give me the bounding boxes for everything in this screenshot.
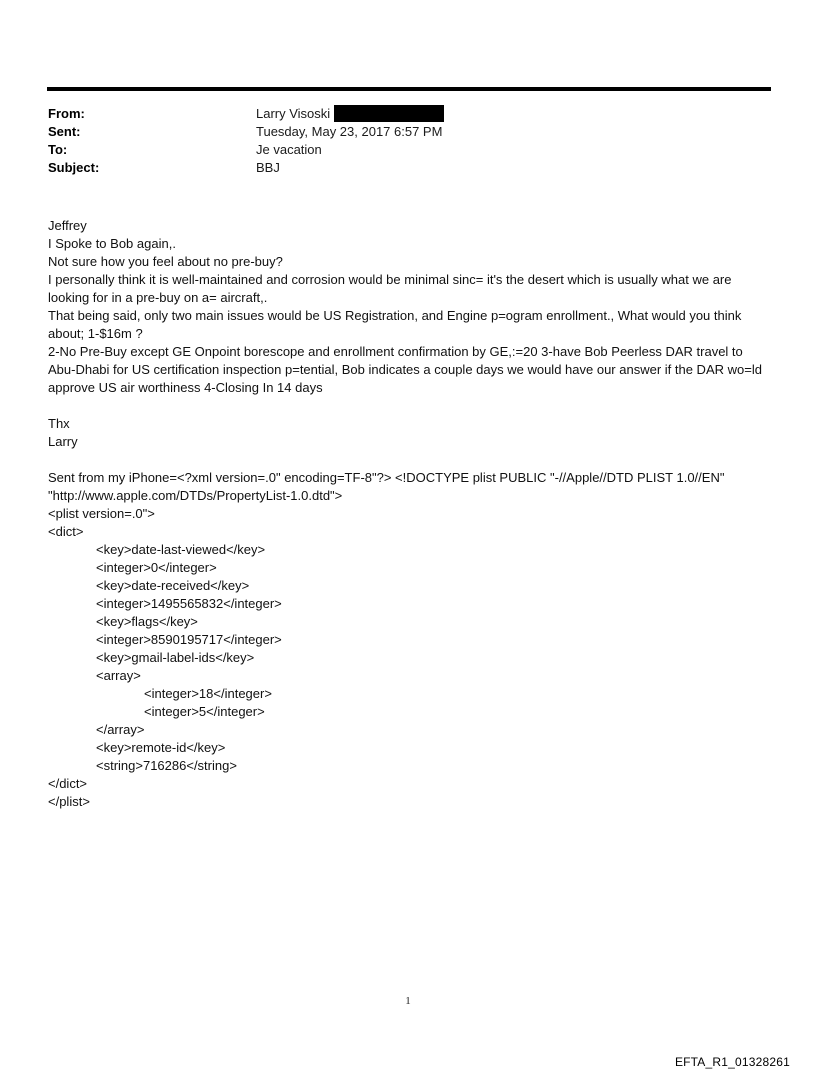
plist-line: <key>flags</key> [96,614,198,629]
from-label: From: [48,106,85,121]
body-line: Not sure how you feel about no pre-buy? [48,254,283,269]
body-paragraph: That being said, only two main issues would be US Registration, and Engine p=ogram enrollment., What would you think about; 1-$16m ? [48,308,742,341]
plist-line: <key>date-received</key> [96,578,250,593]
subject-label: Subject: [48,160,100,175]
greeting: Jeffrey [48,218,87,233]
plist-line: <string>716286</string> [96,758,237,773]
sent-label: Sent: [48,124,81,139]
from-value: Larry Visoski [256,106,331,121]
redaction-box [334,105,444,122]
to-row [48,141,768,159]
plist-line: <integer>18</integer> [144,686,272,701]
sent-value: Tuesday, May 23, 2017 6:57 PM [256,124,443,139]
plist-line: </array> [96,722,145,737]
spacer [48,397,772,415]
header-rule [47,87,771,91]
bates-number: EFTA_R1_01328261 [674,1055,790,1069]
plist-line: <integer>8590195717</integer> [96,632,282,647]
sent-row [48,123,768,141]
email-header [48,105,768,177]
body-paragraph: 2-No Pre-Buy except GE Onpoint borescope and enrollment confirmation by GE,:=20 3-have Bob Peerless DAR travel to Abu-Dhabi for US certification inspection p=tential, Bob indicates a couple days we would have our answer if the DAR wo=ld approve US air worthiness 4-Closing In 14 days [48,344,762,395]
from-row [48,105,768,123]
body-paragraph: I personally think it is well-maintained and corrosion would be minimal sinc= it's the desert which is usually what we are looking for in a pre-buy on a= aircraft,. [48,272,732,305]
to-label: To: [48,142,68,157]
subject-row [48,159,768,177]
sent-from-line: Sent from my iPhone=<?xml version=.0" encoding=TF-8"?> <!DOCTYPE plist PUBLIC "-//Apple//DTD PLIST 1.0//EN" [48,470,725,485]
plist-line: <array> [96,668,141,683]
plist-line: <key>date-last-viewed</key> [96,542,266,557]
closing-thanks: Thx [48,416,70,431]
subject-value: BBJ [256,160,280,175]
plist-line: </plist> [48,794,90,809]
plist-line: <key>remote-id</key> [96,740,226,755]
page-number: 1 [405,995,411,1007]
signature: Larry [48,434,78,449]
to-value: Je vacation [256,142,322,157]
plist-line: <key>gmail-label-ids</key> [96,650,255,665]
plist-line: <dict> [48,524,84,539]
sent-from-line: "http://www.apple.com/DTDs/PropertyList-1.0.dtd"> [48,488,343,503]
spacer [48,451,772,469]
plist-line: </dict> [48,776,88,791]
plist-line: <integer>5</integer> [144,704,265,719]
email-body [48,217,772,811]
body-line: I Spoke to Bob again,. [48,236,176,251]
plist-line: <integer>1495565832</integer> [96,596,282,611]
plist-line: <plist version=.0"> [48,506,155,521]
plist-line: <integer>0</integer> [96,560,217,575]
